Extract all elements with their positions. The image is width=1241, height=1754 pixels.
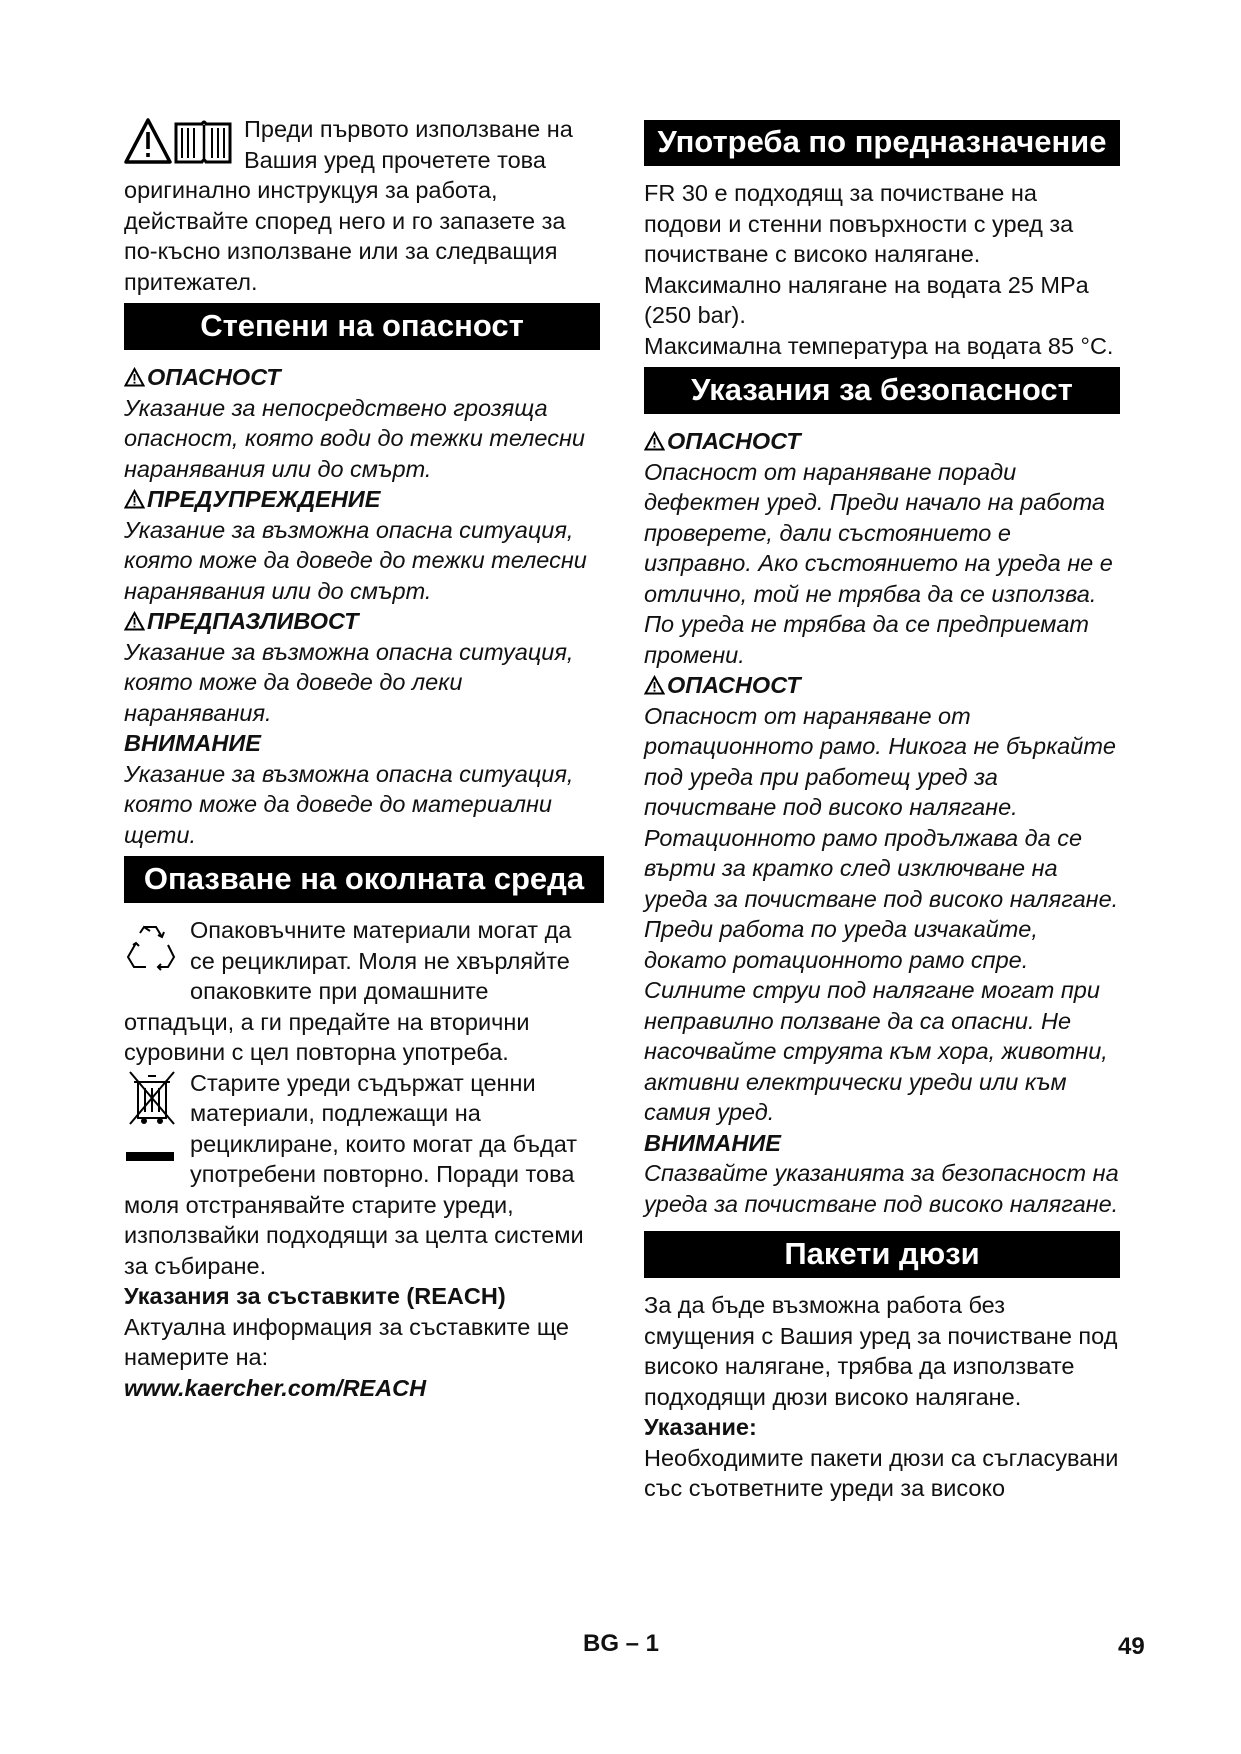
- label-text: ПРЕДУПРЕЖДЕНИЕ: [147, 486, 381, 512]
- label-text: ВНИМАНИЕ: [124, 730, 261, 756]
- right-column: [644, 118, 1120, 1504]
- danger-level-text: Указание за възможна опасна ситуация, която може да доведе до леки наранявания.: [124, 638, 574, 726]
- section-code: BG – 1: [583, 1630, 660, 1657]
- nozzles-text: За да бъде възможна работа без смущения с Вашия уред за почистване под високо налягане, трябва да използвате подходящи дюзи високо налягане.: [644, 1292, 1118, 1410]
- safety-rotation-text-2: Ротационното рамо продължава да се върти за кратко след изключване на уреда за почистване под високо налягане. Преди работа по уреда изчакайте, докато ротационното рамо спре.: [644, 824, 1119, 973]
- nozzles-heading: Пакети дюзи: [644, 1231, 1120, 1278]
- reach-text: Актуална информация за съставките ще намерите на:: [124, 1313, 569, 1370]
- danger-levels-heading: Степени на опасност: [124, 303, 600, 350]
- danger-level-text: Указание за възможна опасна ситуация, която може да доведе до тежки телесни наранявания или до смърт.: [124, 516, 587, 604]
- intended-use-text-1: FR 30 е подходящ за почистване на подови и стенни повърхности с уред за почистване с високо налягане.: [644, 180, 1074, 267]
- safety-attention-label: ВНИМАНИЕ: [644, 1129, 781, 1156]
- safety-danger-label: ОПАСНОСТ: [667, 672, 801, 698]
- warning-triangle-icon: [124, 367, 145, 387]
- page-number: 49: [1118, 1633, 1145, 1660]
- nozzles-note-label: Указание:: [644, 1414, 757, 1440]
- intended-use-text-3: Максимална температура на водата 85 °C.: [644, 332, 1114, 359]
- danger-level-caution: [124, 606, 600, 728]
- left-column: [124, 114, 600, 1403]
- old-devices-block: [124, 1068, 600, 1282]
- safety-jet-text: Силните струи под налягане могат при неправилно ползване да са опасни. Не насочвайте струята към хора, животни, активни електрически уреди или към самия уред.: [644, 977, 1108, 1125]
- crossed-bin-icon: [124, 1070, 180, 1170]
- packaging-block: [124, 915, 600, 1068]
- old-devices-text: Старите уреди съдържат ценни материали, подлежащи на рециклиране, които могат да бъдат употребени повторно. Поради това моля отстранявайте старите уреди, използвайки подходящи за целта системи за събиране.: [124, 1069, 584, 1279]
- danger-level-text: Указание за непосредствено грозяща опасност, която води до тежки телесни наранявания или до смърт.: [124, 394, 585, 482]
- warning-triangle-icon: [644, 675, 665, 695]
- label-text: ОПАСНОСТ: [147, 364, 281, 390]
- safety-rotation-text: Опасност от нараняване от ротационното рамо. Никога не бъркайте под уреда при работещ уред за почистване под високо налягане.: [644, 702, 1116, 820]
- danger-level-danger: [124, 362, 600, 484]
- warning-triangle-icon: [124, 489, 145, 509]
- warning-triangle-icon: [644, 431, 665, 451]
- safety-danger-label: ОПАСНОСТ: [667, 428, 801, 454]
- warning-manual-icon: [124, 116, 232, 168]
- safety-attention-text: Спазвайте указанията за безопасност на уреда за почистване под високо налягане.: [644, 1160, 1119, 1217]
- danger-level-warning: [124, 484, 600, 606]
- recycle-icon: [124, 919, 180, 981]
- label-text: ПРЕДПАЗЛИВОСТ: [147, 608, 359, 634]
- reach-heading: Указания за съставките (REACH): [124, 1283, 506, 1309]
- safety-danger-text-2: По уреда не трябва да се предприемат промени.: [644, 611, 1089, 668]
- nozzles-note-text: Необходимите пакети дюзи са съгласувани със съответните уреди за високо: [644, 1444, 1119, 1501]
- reach-link[interactable]: www.kaercher.com/REACH: [124, 1374, 427, 1401]
- warning-triangle-icon: [124, 611, 145, 631]
- packaging-text: Опаковъчните материали могат да се рециклират. Моля не хвърляйте опаковките при домашните отпадъци, а ги предайте на вторични суровини с цел повторна употреба.: [124, 917, 572, 1065]
- danger-level-attention: [124, 728, 600, 850]
- intro-text: Преди първото използване на Вашия уред прочетете това оригинално инструкцуя за работа, действайте според него и го запазете за по-късно използване или за следващия притежател.: [124, 116, 573, 295]
- intro-block: [124, 114, 600, 297]
- environment-heading: Опазване на околната среда: [124, 856, 604, 903]
- intended-use-text-2: Максимално налягане на водата 25 MPa (250 bar).: [644, 271, 1089, 328]
- safety-danger-text: Опасност от нараняване поради дефектен уред. Преди начало на работа проверете, дали състоянието е изправно. Ако състоянието на уреда не е отлично, той не трябва да се използва.: [644, 458, 1113, 607]
- intended-use-heading: Употреба по предназначение: [644, 120, 1120, 166]
- danger-level-text: Указание за възможна опасна ситуация, която може да доведе до материални щети.: [124, 760, 574, 848]
- safety-heading: Указания за безопасност: [644, 367, 1120, 414]
